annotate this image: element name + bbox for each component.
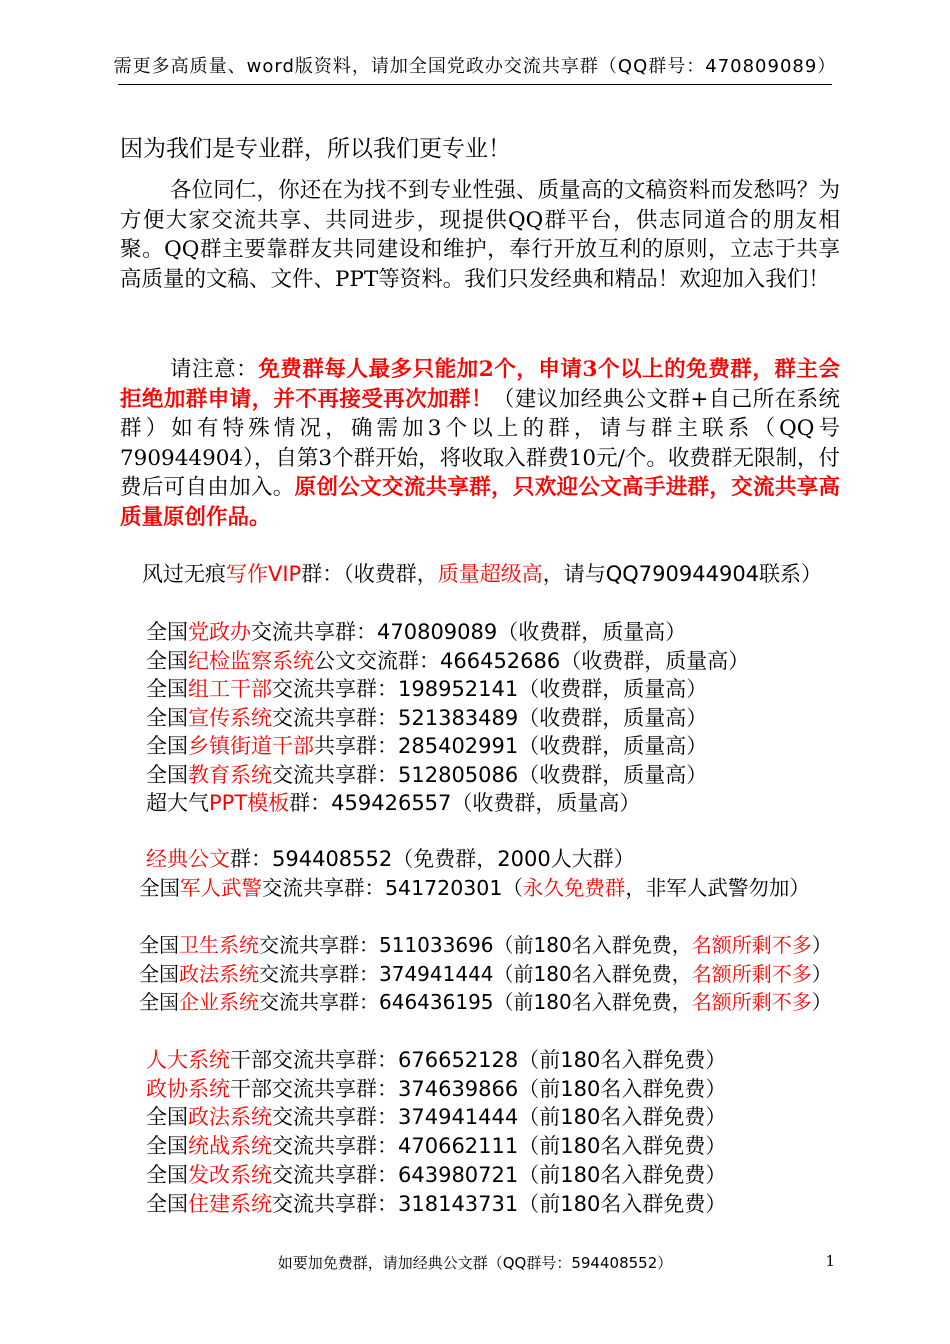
intro-paragraph: 各位同仁，你还在为找不到专业性强、质量高的文稿资料而发愁吗？为方便大家交流共享、共同进步，现提供QQ群平台，供志同道合的朋友相聚。QQ群主要靠群友共同建设和维护，奉行开放互利的原则，立志于共享高质量的文稿、文件、PPT等资料。我们只发经典和精品！欢迎加入我们！ [120, 178, 840, 292]
army-group-note: ，非军人武警勿加） [625, 876, 810, 900]
group-line [146, 1075, 726, 1103]
group-highlight: 教育系统 [188, 762, 272, 787]
group-line [146, 704, 707, 732]
group-prefix: 全国 [146, 1191, 188, 1216]
group-line [146, 618, 686, 646]
group-end: ） [811, 961, 832, 986]
group-rest: 交流共享群：643980721（前180名入群免费） [272, 1162, 727, 1187]
group-rest: 交流共享群：511033696（前180名入群免费， [259, 933, 692, 957]
group-highlight: 卫生系统 [179, 933, 259, 957]
group-highlight: 宣传系统 [188, 705, 272, 730]
header-divider [118, 84, 832, 85]
group-line [146, 1046, 726, 1074]
group-prefix: 全国 [139, 961, 179, 986]
vip-group-line [120, 560, 840, 588]
group-prefix: 全国 [146, 1134, 188, 1159]
group-line [139, 988, 832, 1016]
vip-group-highlight: 写作VIP [226, 562, 302, 586]
group-line [146, 1190, 726, 1218]
group-rest: 干部交流共享群：676652128（前180名入群免费） [230, 1048, 727, 1072]
group-prefix: 全国 [146, 1105, 188, 1130]
group-line [146, 1103, 726, 1131]
group-prefix: 全国 [146, 762, 188, 787]
group-rest: 群：459426557（收费群，质量高） [289, 791, 641, 815]
group-highlight: 政法系统 [188, 1105, 272, 1130]
group-highlight: 发改系统 [188, 1162, 272, 1187]
slogan: 因为我们是专业群，所以我们更专业！ [120, 136, 511, 162]
group-line [146, 647, 749, 675]
group-rest: 交流共享群：318143731（前180名入群免费） [272, 1191, 727, 1216]
group-prefix: 超大气 [146, 791, 209, 815]
page-header: 需更多高质量、word版资料，请加全国党政办交流共享群（QQ群号：470809089） [113, 56, 837, 77]
group-line [139, 931, 832, 959]
group-rest: 交流共享群：521383489（收费群，质量高） [272, 705, 708, 730]
group-prefix: 全国 [146, 648, 188, 673]
group-rest: 交流共享群：646436195（前180名入群免费， [259, 990, 692, 1014]
army-group-free: 永久免费群 [522, 876, 626, 900]
group-line [146, 675, 707, 703]
vip-group-contact: ，请与QQ790944904联系） [542, 562, 823, 586]
vip-group-name: 风过无痕 [142, 562, 226, 586]
page-footer: 如要加免费群，请加经典公文群（QQ群号：594408552） [277, 1254, 673, 1272]
group-prefix: 全国 [139, 933, 179, 957]
group-highlight2: 名额所剩不多 [691, 933, 812, 957]
army-group-desc: 交流共享群：541720301（ [262, 876, 523, 900]
group-end: ） [811, 990, 832, 1014]
group-highlight: 政法系统 [179, 961, 259, 986]
group-highlight2: 名额所剩不多 [691, 990, 812, 1014]
notice-paragraph [120, 355, 840, 532]
group-highlight: 统战系统 [188, 1134, 272, 1159]
group-line [146, 761, 707, 789]
vip-group-quality: 质量超级高 [437, 562, 543, 586]
group-highlight: 人大系统 [146, 1048, 230, 1072]
notice-middle: （建议加经典公文群+自己所在系统群）如有特殊情况，确需加3个以上的群，请与群主联系（QQ号790944904），自第3个群开始，将收取入群费10元/个。收费群无限制，付费后可自由加入。 [120, 386, 840, 500]
group-highlight: 组工干部 [188, 677, 272, 701]
group-highlight: 纪检监察系统 [188, 648, 314, 673]
classic-group-desc: 群：594408552（免费群，2000人大群） [230, 847, 635, 871]
group-highlight: PPT模板 [209, 791, 290, 815]
group-line [146, 1132, 726, 1160]
group-rest: 共享群：285402991（收费群，质量高） [314, 734, 708, 758]
group-line [146, 732, 707, 760]
group-end: ） [811, 933, 832, 957]
vip-group-desc: 群：（收费群， [301, 562, 438, 586]
group-line [146, 1161, 726, 1189]
group-rest: 交流共享群：512805086（收费群，质量高） [272, 762, 708, 787]
group-line [139, 960, 832, 988]
group-prefix: 全国 [146, 705, 188, 730]
notice-lead: 请注意： [170, 357, 259, 382]
group-highlight: 党政办 [188, 620, 251, 644]
group-rest: 交流共享群：470809089（收费群，质量高） [251, 620, 687, 644]
group-highlight: 乡镇街道干部 [188, 734, 314, 758]
army-group-highlight: 军人武警 [180, 876, 262, 900]
group-highlight: 住建系统 [188, 1191, 272, 1216]
group-highlight: 政协系统 [146, 1076, 230, 1101]
group-prefix: 全国 [146, 734, 188, 758]
group-prefix: 全国 [146, 1162, 188, 1187]
group-rest: 交流共享群：374941444（前180名入群免费） [272, 1105, 727, 1130]
group-rest: 交流共享群：374941444（前180名入群免费， [259, 961, 692, 986]
group-line [146, 789, 640, 817]
page-number: 1 [825, 1252, 835, 1270]
group-rest: 交流共享群：470662111（前180名入群免费） [272, 1134, 727, 1159]
group-prefix: 全国 [146, 677, 188, 701]
notice-warning: 免费群每人最多只能加2个，申请3个以上的免费群，群主会拒绝加群申请，并不再接受再次加群！ [120, 357, 840, 412]
army-group-prefix: 全国 [139, 876, 180, 900]
classic-group-line [146, 845, 635, 873]
group-highlight: 企业系统 [179, 990, 259, 1014]
classic-group-highlight: 经典公文 [146, 847, 230, 871]
group-rest: 公文交流群：466452686（收费群，质量高） [314, 648, 750, 673]
group-rest: 干部交流共享群：374639866（前180名入群免费） [230, 1076, 727, 1101]
group-rest: 交流共享群：198952141（收费群，质量高） [272, 677, 708, 701]
notice-closing: 原创公文交流共享群，只欢迎公文高手进群，交流共享高质量原创作品。 [120, 475, 840, 530]
group-prefix: 全国 [139, 990, 179, 1014]
army-group-line [139, 874, 810, 902]
group-prefix: 全国 [146, 620, 188, 644]
group-highlight2: 名额所剩不多 [691, 961, 812, 986]
